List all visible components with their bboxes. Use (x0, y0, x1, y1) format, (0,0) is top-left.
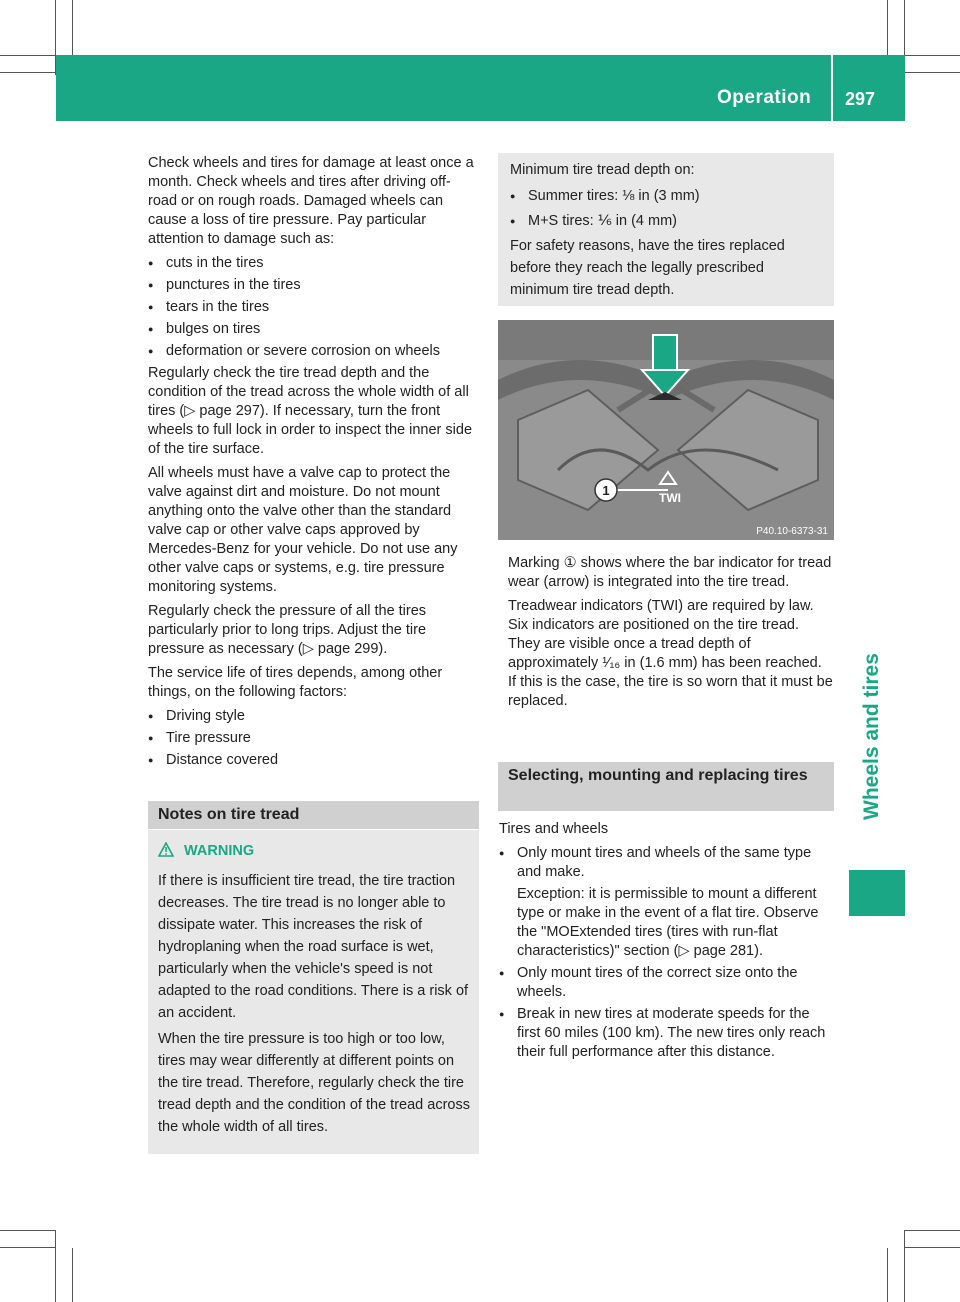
list-item: ● Distance covered (148, 751, 478, 770)
warning-label: WARNING (184, 843, 255, 859)
crop-mark (72, 0, 73, 55)
list-item: ● Summer tires: ⅛ in (3 mm) (510, 185, 826, 207)
paragraph: Marking ① shows where the bar indicator for tread wear (arrow) is integrated into the tire tread. (508, 555, 832, 590)
callout-number: 1 (602, 483, 610, 498)
list-item: ● Driving style (148, 707, 478, 726)
heading-text: Selecting, mounting and replacing tires (508, 767, 808, 784)
header-divider (831, 55, 833, 121)
crop-mark (0, 1230, 56, 1231)
paragraph: The service life of tires depends, among other things, on the following factors: (148, 665, 443, 700)
figure-code: P40.10-6373-31 (756, 526, 828, 537)
list-subtext: Exception: it is permissible to mount a different type or make in the event of a flat tire. Observe the "MOExtended tires (tires with run-flat characteristics)" section (▷ page 281). (517, 886, 819, 959)
section-title: Operation (717, 87, 812, 108)
tire-tread-figure (498, 320, 834, 540)
chapter-tab (849, 870, 905, 916)
list-item: ● M+S tires: ⅙ in (4 mm) (510, 210, 826, 232)
factor-list (148, 707, 478, 770)
list-item: ● cuts in the tires (148, 254, 478, 273)
box-title: Minimum tire tread depth on: (510, 162, 695, 178)
crop-mark (905, 55, 960, 56)
minimum-tread-box (498, 153, 834, 306)
selecting-heading (498, 762, 834, 811)
crop-mark (0, 1247, 56, 1248)
list-item: ● Break in new tires at moderate speeds for the first 60 miles (100 km). The new tires only reach their full performance after this distance. (499, 1005, 834, 1062)
chapter-label: Wheels and tires (860, 653, 883, 820)
tread-list (510, 185, 826, 232)
paragraph: Regularly check the pressure of all the tires particularly prior to long trips. Adjust the tire pressure as necessary (▷ page 299). (148, 603, 427, 657)
warning-text: When the tire pressure is too high or too low, tires may wear differently at different points on the tire tread. Therefore, regularly check the tire tread depth and the condition of the tread across the whole width of all tires. (158, 1031, 470, 1135)
crop-mark (887, 1248, 888, 1302)
crop-mark (887, 0, 888, 55)
list-item (499, 844, 834, 961)
list-item: ● Only mount tires of the correct size onto the wheels. (499, 964, 834, 1002)
twi-label: TWI (659, 491, 681, 505)
list-item: ● tears in the tires (148, 298, 478, 317)
list-item: ● punctures in the tires (148, 276, 478, 295)
crop-mark (72, 1248, 73, 1302)
warning-header (158, 840, 471, 864)
paragraph: Treadwear indicators (TWI) are required by law. Six indicators are positioned on the tire tread. They are visible once a tread depth of approximately ¹⁄₁₆ in (1.6 mm) has been reached. If this is the case, the tire is so worn that it must be replaced. (508, 598, 833, 709)
crop-mark (905, 1247, 960, 1248)
left-column (148, 154, 478, 773)
notes-heading (148, 801, 479, 829)
crop-mark (905, 72, 960, 73)
paragraph: Regularly check the tire tread depth and the condition of the tread across the whole width of all tires (▷ page 297). If necessary, turn the front wheels to full lock in order to inspect the inner side of the tire surface. (148, 365, 473, 457)
list-item-text: Only mount tires and wheels of the same type and make. (517, 845, 812, 880)
selecting-column (499, 820, 834, 1065)
warning-box (148, 830, 479, 1154)
box-note: For safety reasons, have the tires replaced before they reach the legally prescribed minimum tire tread depth. (510, 238, 785, 298)
paragraph: Tires and wheels (499, 821, 609, 837)
crop-mark (904, 1230, 905, 1302)
list-item: ● Tire pressure (148, 729, 478, 748)
damage-list (148, 254, 478, 361)
crop-mark (905, 1230, 960, 1231)
crop-mark (55, 1230, 56, 1302)
paragraph: All wheels must have a valve cap to protect the valve against dirt and moisture. Do not mount anything onto the valve other than the standard valve cap or other valve caps approved by Mercedes-Benz for your vehicle. Do not use any other valve caps or systems, e.g. tire pressure monitoring systems. (148, 465, 458, 595)
right-column (508, 554, 833, 716)
list-item: ● deformation or severe corrosion on wheels (148, 342, 478, 361)
list-item: ● bulges on tires (148, 320, 478, 339)
page-number: 297 (845, 89, 876, 109)
crop-mark (0, 55, 56, 56)
paragraph: Check wheels and tires for damage at least once a month. Check wheels and tires after driving off-road or on rough roads. Damaged wheels can cause a loss of tire pressure. Pay particular attention to damage such as: (148, 155, 474, 247)
tire-rules-list (499, 844, 834, 1062)
warning-icon (158, 842, 174, 864)
warning-text: If there is insufficient tire tread, the tire traction decreases. The tire tread is no longer able to dissipate water. This increases the risk of hydroplaning when the road surface is wet, particularly when the vehicle's speed is not adapted to the road conditions. There is a risk of an accident. (158, 873, 469, 1021)
crop-mark (0, 72, 56, 73)
heading-text: Notes on tire tread (158, 806, 300, 823)
